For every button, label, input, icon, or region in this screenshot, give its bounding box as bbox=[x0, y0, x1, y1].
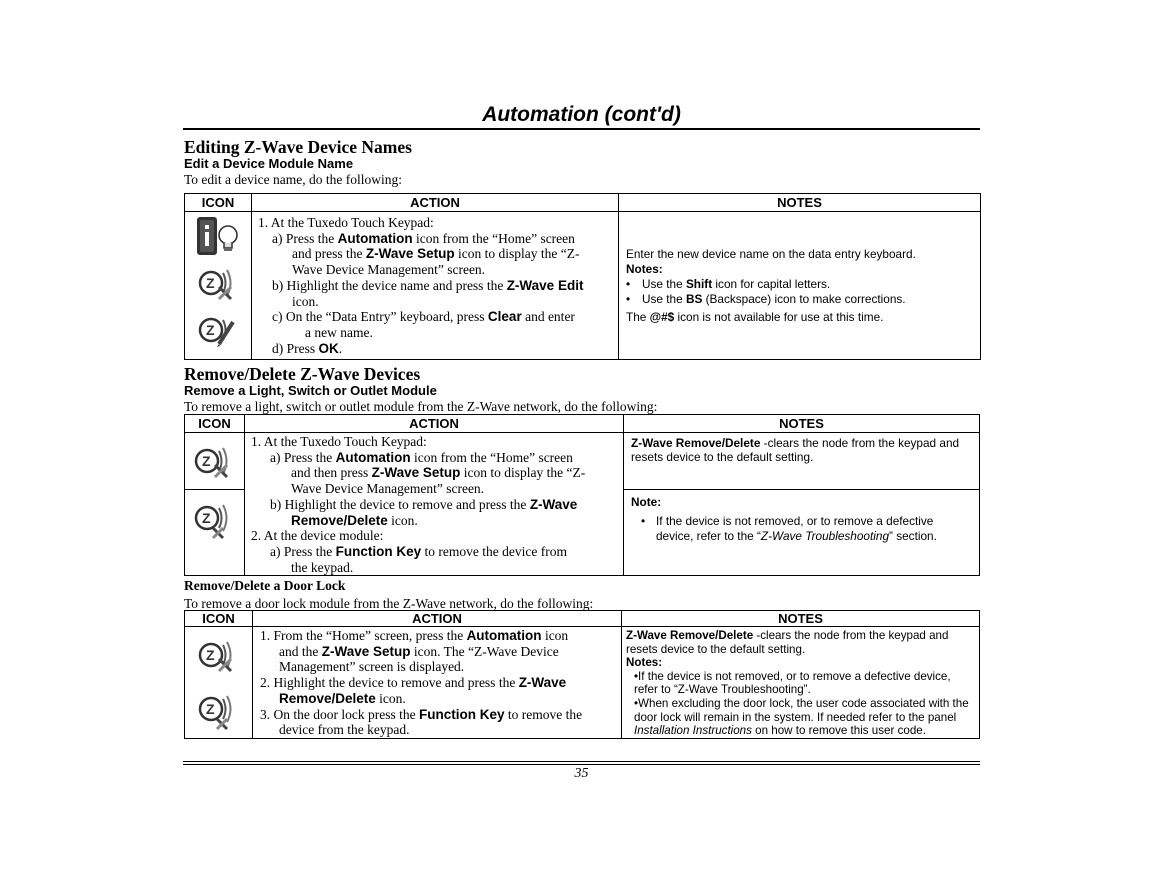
step-a-text-2: icon from the “Home” screen bbox=[412, 230, 575, 246]
note-line-1 bbox=[631, 436, 979, 450]
action-cell bbox=[253, 627, 622, 739]
step-2-text-2: icon. bbox=[375, 690, 406, 706]
step-2-line2 bbox=[260, 691, 621, 707]
note-bullet-1 bbox=[626, 277, 980, 292]
ok-keyword: OK bbox=[318, 340, 339, 356]
automation-keyword: Automation bbox=[335, 449, 411, 465]
subheading-remove-light: Remove a Light, Switch or Outlet Module bbox=[184, 383, 437, 398]
note-label-text: Note: bbox=[631, 494, 662, 509]
header-action: ACTION bbox=[245, 415, 624, 433]
note-line-1: Enter the new device name on the data entry keyboard. bbox=[626, 246, 916, 261]
step-2: 2. At the device module: bbox=[251, 528, 384, 544]
icon-cell bbox=[185, 627, 253, 739]
note-bullet-line1 bbox=[631, 514, 979, 529]
step-1-line3: Management” screen is displayed. bbox=[279, 659, 465, 675]
section-heading-editing: Editing Z-Wave Device Names bbox=[184, 137, 412, 157]
title-rule bbox=[183, 128, 980, 130]
remove-light-table bbox=[184, 414, 980, 576]
step-a-line3: Wave Device Management” screen. bbox=[292, 262, 486, 278]
door-lock-table bbox=[184, 610, 980, 739]
svg-text:Z: Z bbox=[206, 701, 215, 717]
step-1: 1. At the Tuxedo Touch Keypad: bbox=[258, 215, 434, 230]
z-wave-setup-icon bbox=[197, 265, 237, 301]
automation-icon bbox=[195, 215, 241, 259]
svg-text:Z: Z bbox=[202, 453, 211, 469]
step-a-text-2: icon from the “Home” screen bbox=[410, 449, 573, 465]
clear-keyword: Clear bbox=[487, 309, 522, 325]
notes-label-text: Notes: bbox=[626, 261, 663, 276]
step-b-line2 bbox=[251, 513, 623, 529]
note-last-text: The bbox=[626, 309, 650, 324]
function-key-keyword: Function Key bbox=[335, 543, 422, 559]
action-cell bbox=[252, 212, 619, 360]
step-1-line2 bbox=[260, 644, 621, 660]
step-a-text-3: and then press bbox=[291, 465, 372, 481]
step-a-text: a) Press the bbox=[272, 230, 338, 246]
shift-keyword: Shift bbox=[685, 276, 713, 291]
step-a-text-4: icon to display the “Z- bbox=[454, 246, 580, 262]
note-bullet-line2 bbox=[631, 529, 979, 544]
icon-cell bbox=[185, 212, 252, 360]
step-b bbox=[251, 497, 623, 513]
action-cell bbox=[245, 433, 624, 576]
bullet2-text-2: (Backspace) icon to make corrections. bbox=[702, 291, 906, 306]
edit-device-table bbox=[184, 193, 981, 360]
note-line-1-text: -clears the node from the keypad and bbox=[760, 436, 960, 450]
section-heading-door-lock: Remove/Delete a Door Lock bbox=[184, 578, 346, 593]
page-number: 35 bbox=[574, 766, 589, 781]
intro-remove-light: To remove a light, switch or outlet module from the Z-Wave network, do the following: bbox=[184, 399, 658, 414]
z-wave-edit-keyword: Z-Wave Edit bbox=[506, 277, 584, 293]
step-2a bbox=[251, 544, 623, 560]
note-last bbox=[626, 310, 980, 325]
bullet2-text: Use the bbox=[642, 291, 686, 306]
bullet1-line1: •If the device is not removed, or to remove a defective device, bbox=[634, 669, 951, 683]
remove-delete-keyword: Remove/Delete bbox=[279, 690, 376, 706]
step-a-line3: Wave Device Management” screen. bbox=[291, 481, 485, 497]
bullet1-line2: refer to “Z-Wave Troubleshooting”. bbox=[634, 683, 811, 697]
section-heading-remove: Remove/Delete Z-Wave Devices bbox=[184, 364, 421, 384]
installation-instructions-reference: Installation Instructions bbox=[634, 724, 752, 738]
notes-label bbox=[626, 262, 980, 277]
z-wave-remove-icon bbox=[193, 500, 233, 540]
z-wave-keyword: Z-Wave bbox=[518, 675, 567, 691]
step-2a-text: a) Press the bbox=[270, 543, 336, 559]
bullet1-text-2: icon for capital letters. bbox=[712, 276, 831, 291]
bullet2-line3 bbox=[626, 724, 979, 738]
z-wave-keyword: Z-Wave bbox=[529, 496, 578, 512]
step-a-line2 bbox=[251, 465, 623, 481]
step-1-text-4: icon. The “Z-Wave Device bbox=[410, 643, 559, 659]
step-d bbox=[258, 341, 618, 357]
step-b bbox=[258, 278, 618, 294]
bullet1-text: Use the bbox=[642, 276, 686, 291]
step-1-text-2: icon bbox=[541, 628, 569, 643]
intro-edit-device: To edit a device name, do the following: bbox=[184, 172, 402, 187]
step-a-text-3: and press the bbox=[292, 246, 366, 262]
header-icon: ICON bbox=[185, 194, 252, 212]
bullet2-line3-text: on how to remove this user code. bbox=[751, 724, 926, 738]
header-icon: ICON bbox=[185, 611, 253, 627]
z-wave-setup-keyword: Z-Wave Setup bbox=[321, 643, 411, 659]
z-wave-edit-icon bbox=[197, 312, 237, 348]
note-last-text-2: icon is not available for use at this time. bbox=[674, 309, 884, 324]
icon-cell bbox=[185, 433, 245, 490]
bullet-icon: • bbox=[626, 276, 631, 291]
step-b-text: b) Highlight the device to remove and press the bbox=[270, 496, 530, 512]
step-3-text-2: to remove the bbox=[504, 706, 583, 722]
step-d-text: d) Press bbox=[272, 340, 319, 356]
bullet-icon: • bbox=[626, 291, 631, 306]
automation-keyword: Automation bbox=[466, 628, 542, 643]
subheading-edit-device: Edit a Device Module Name bbox=[184, 156, 354, 171]
notes-cell bbox=[619, 212, 981, 360]
step-a bbox=[258, 231, 618, 247]
page-title: Automation (cont'd) bbox=[482, 103, 681, 126]
icon-cell bbox=[185, 489, 245, 576]
function-key-keyword: Function Key bbox=[418, 706, 505, 722]
bs-keyword: BS bbox=[685, 291, 703, 306]
notes-label-text: Notes: bbox=[626, 656, 663, 670]
footer-rule-bottom bbox=[183, 764, 980, 765]
z-wave-setup-icon bbox=[197, 637, 237, 673]
step-c bbox=[258, 309, 618, 325]
z-wave-setup-keyword: Z-Wave Setup bbox=[371, 465, 461, 481]
notes-cell bbox=[622, 627, 980, 739]
step-a bbox=[251, 450, 623, 466]
svg-text:Z: Z bbox=[202, 509, 211, 526]
step-a-text: a) Press the bbox=[270, 449, 336, 465]
z-wave-setup-icon bbox=[193, 443, 233, 479]
footer-rule-top bbox=[183, 761, 980, 762]
header-notes: NOTES bbox=[622, 611, 980, 627]
step-a-line2 bbox=[258, 246, 618, 262]
svg-text:Z: Z bbox=[206, 322, 215, 338]
notes-label bbox=[626, 656, 979, 670]
note-label bbox=[631, 495, 979, 510]
header-notes: NOTES bbox=[624, 415, 980, 433]
note-bullet-2 bbox=[626, 292, 980, 307]
note-line-1 bbox=[626, 629, 979, 643]
note-bullet-text: If the device is not removed, or to remove a defective bbox=[656, 513, 934, 528]
header-icon: ICON bbox=[185, 415, 245, 433]
step-1: 1. At the Tuxedo Touch Keypad: bbox=[251, 434, 427, 449]
step-b-line2: icon. bbox=[292, 293, 319, 309]
note-line-1-text: -clears the node from the keypad and bbox=[753, 629, 949, 642]
note-line-2: resets device to the default setting. bbox=[631, 450, 814, 464]
step-2-text: 2. Highlight the device to remove and press the bbox=[260, 675, 519, 691]
intro-door-lock: To remove a door lock module from the Z-Wave network, do the following: bbox=[184, 596, 594, 611]
header-action: ACTION bbox=[252, 194, 619, 212]
z-wave-setup-keyword: Z-Wave Setup bbox=[365, 246, 455, 262]
bullet-icon: • bbox=[641, 513, 646, 528]
note-bullet-text-2: device, refer to the “ bbox=[656, 528, 761, 543]
remove-delete-keyword: Remove/Delete bbox=[291, 512, 388, 528]
step-1 bbox=[260, 628, 621, 644]
step-c-text: c) On the “Data Entry” keyboard, press bbox=[272, 309, 488, 325]
remove-delete-label: Z-Wave Remove/Delete bbox=[631, 436, 761, 450]
bullet2-line1: •When excluding the door lock, the user code associated with the bbox=[634, 696, 969, 710]
step-3-text: 3. On the door lock press the bbox=[260, 706, 419, 722]
note-line-2: resets device to the default setting. bbox=[626, 642, 806, 656]
step-2a-text-2: to remove the device from bbox=[421, 543, 567, 559]
notes-cell-top bbox=[624, 433, 980, 490]
step-d-text-2: . bbox=[338, 340, 343, 356]
step-2a-line2: the keypad. bbox=[291, 559, 354, 575]
header-notes: NOTES bbox=[619, 194, 981, 212]
step-1-text-3: and the bbox=[279, 643, 322, 659]
remove-delete-label: Z-Wave Remove/Delete bbox=[626, 629, 754, 642]
step-c-line2: a new name. bbox=[305, 324, 373, 340]
step-3-line2: device from the keypad. bbox=[279, 722, 410, 738]
z-wave-remove-icon bbox=[197, 691, 237, 731]
step-a-text-4: icon to display the “Z- bbox=[460, 465, 586, 481]
svg-text:Z: Z bbox=[206, 275, 215, 291]
step-b-text: b) Highlight the device name and press the bbox=[272, 277, 507, 293]
step-3 bbox=[260, 707, 621, 723]
notes-cell-bottom bbox=[624, 489, 980, 576]
symbols-keyword: @#$ bbox=[649, 309, 675, 324]
svg-text:Z: Z bbox=[206, 647, 215, 663]
step-2 bbox=[260, 675, 621, 691]
bullet2-line2: door lock will remain in the system. If needed refer to the panel bbox=[634, 710, 957, 724]
troubleshooting-reference: Z-Wave Troubleshooting bbox=[760, 528, 889, 543]
step-b-text-2: icon. bbox=[387, 512, 418, 528]
note-bullet-text-3: ” section. bbox=[889, 528, 937, 543]
header-action: ACTION bbox=[253, 611, 622, 627]
automation-keyword: Automation bbox=[337, 230, 413, 246]
step-1-text: 1. From the “Home” screen, press the bbox=[260, 628, 467, 643]
step-c-text-2: and enter bbox=[521, 309, 575, 325]
